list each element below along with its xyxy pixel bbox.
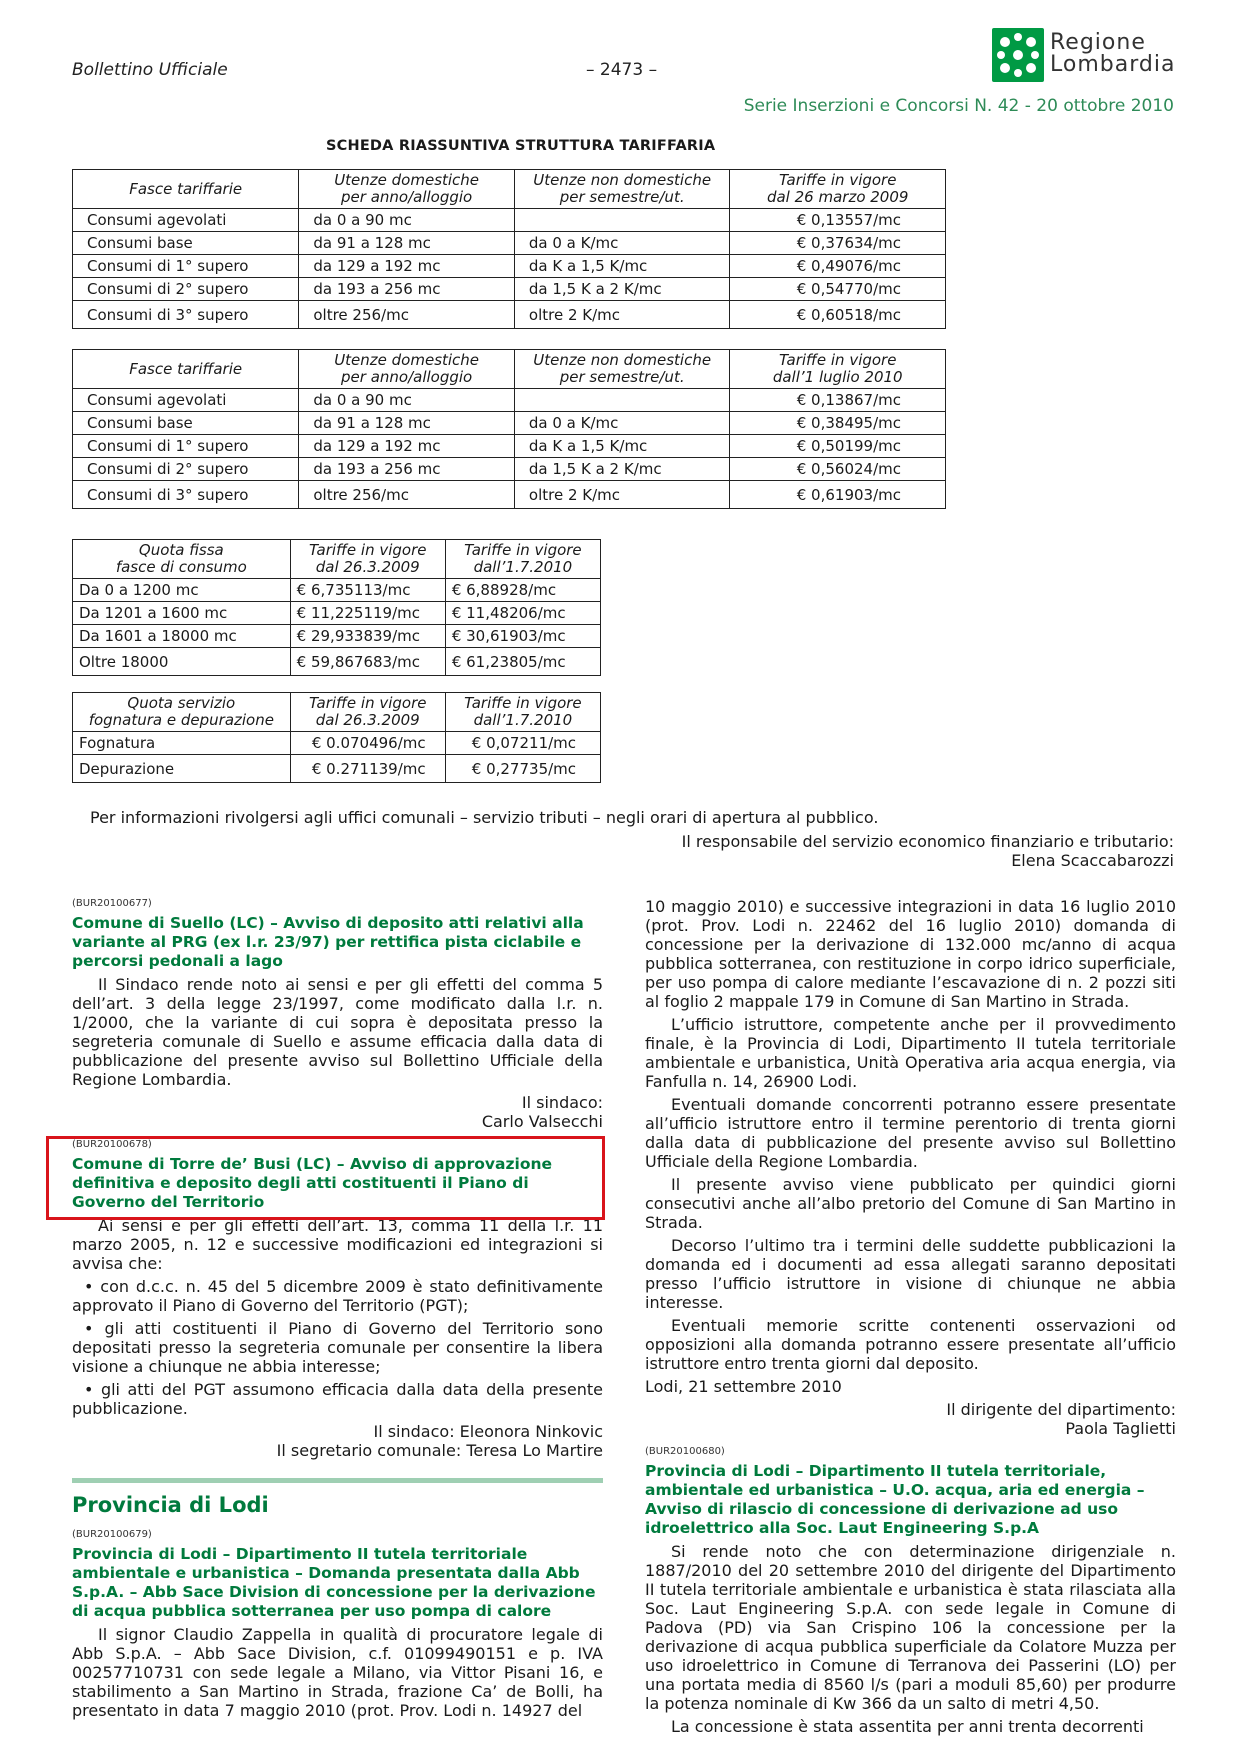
sewage-service-table xyxy=(72,692,601,783)
table-cell: Oltre 18000 xyxy=(73,648,291,676)
table-cell: € 0,37634/mc xyxy=(730,232,946,255)
notice-body: Eventuali memorie scritte contenenti osservazioni od opposizioni alla domanda potranno essere presentate all’ufficio istruttore entro trenta giorni dal deposito. xyxy=(645,1316,1176,1373)
table-cell: da 1,5 K a 2 K/mc xyxy=(514,458,730,481)
notice-code: (BUR20100679) xyxy=(72,1529,152,1540)
table-cell: da K a 1,5 K/mc xyxy=(514,255,730,278)
table-cell xyxy=(514,389,730,412)
logo-wordmark xyxy=(1050,32,1175,76)
table-cell: € 0,38495/mc xyxy=(730,412,946,435)
table-cell: € 0,13557/mc xyxy=(730,209,946,232)
table-cell: € 0,50199/mc xyxy=(730,435,946,458)
list-item: • gli atti costituenti il Piano di Governo del Territorio sono depositati presso la segreteria comunale per consentire la libera visione a chiunque ne abbia interesse; xyxy=(72,1319,603,1376)
right-column xyxy=(645,897,1176,1740)
table-row xyxy=(73,579,601,602)
table-cell: € 0.070496/mc xyxy=(290,732,445,755)
table-cell: Consumi agevolati xyxy=(73,209,299,232)
notice-code: (BUR20100677) xyxy=(72,898,152,909)
signature-role: Il dirigente del dipartimento: xyxy=(946,1400,1176,1419)
signature-secretary: Il segretario comunale: Teresa Lo Martire xyxy=(276,1441,603,1460)
table-cell: oltre 2 K/mc xyxy=(514,301,730,329)
table-header-cell: Quota fissa fasce di consumo xyxy=(73,540,291,579)
signature-name: Carlo Valsecchi xyxy=(481,1112,603,1131)
table-cell: da 91 a 128 mc xyxy=(299,232,515,255)
bulletin-name: Bollettino Ufficiale xyxy=(72,60,228,80)
table-cell xyxy=(514,209,730,232)
left-column xyxy=(72,898,603,1724)
table-cell: Da 1601 a 18000 mc xyxy=(73,625,291,648)
table-cell: oltre 256/mc xyxy=(299,481,515,509)
table-cell: da K a 1,5 K/mc xyxy=(514,435,730,458)
table-cell: da 1,5 K a 2 K/mc xyxy=(514,278,730,301)
notice-body: 10 maggio 2010) e successive integrazioni in data 16 luglio 2010 (prot. Prov. Lodi n. 22462 del 16 luglio 2010) domanda di concessione per la derivazione di 132.000 mc/anno di acqua pubblica sotterranea, con restituzione in corpo idrico superficiale, per uso pompa di calore mediante l’escavazione di n. 2 pozzi siti al foglio 2 mappale 179 in Comune di San Martino in Strada. xyxy=(645,897,1176,1011)
table-cell: da 0 a 90 mc xyxy=(299,209,515,232)
table-header-cell: Utenze non domestiche per semestre/ut. xyxy=(514,350,730,389)
highlight-box xyxy=(46,1136,605,1220)
notice-body: Il signor Claudio Zappella in qualità di procuratore legale di Abb S.p.A. – Abb Sace Division, c.f. 01099490151 e p. IVA 00257710731 con sede legale a Milano, via Vittor Pisani 16, e stabilimento a San Martino in Strada, frazione Ca’ de Bolli, ha presentato in data 7 maggio 2010 (prot. Prov. Lodi n. 14927 del xyxy=(72,1625,603,1720)
table-cell: € 11,225119/mc xyxy=(290,602,445,625)
table-cell: € 0,13867/mc xyxy=(730,389,946,412)
table-cell: Consumi di 1° supero xyxy=(73,435,299,458)
table-header-cell: Utenze domestiche per anno/alloggio xyxy=(299,350,515,389)
table-header-cell: Tariffe in vigore dal 26.3.2009 xyxy=(290,540,445,579)
notice-body: Ai sensi e per gli effetti dell’art. 13, comma 11 della l.r. 11 marzo 2005, n. 12 e successive modificazioni ed integrazioni si avvisa che: xyxy=(72,1216,603,1273)
table-cell: € 0,07211/mc xyxy=(445,732,600,755)
table-row xyxy=(73,481,946,509)
logo-line-2: Lombardia xyxy=(1050,52,1176,77)
table-cell: da 0 a K/mc xyxy=(514,232,730,255)
rose-camuna-icon xyxy=(992,28,1044,82)
table-cell: Consumi agevolati xyxy=(73,389,299,412)
table-cell: Consumi di 3° supero xyxy=(73,481,299,509)
table-row xyxy=(73,232,946,255)
table-cell: € 59,867683/mc xyxy=(290,648,445,676)
table-cell: Consumi di 2° supero xyxy=(73,278,299,301)
table-row xyxy=(73,435,946,458)
responsible-name: Elena Scaccabarozzi xyxy=(1011,851,1174,870)
table-cell: Consumi di 3° supero xyxy=(73,301,299,329)
table-cell: Fognatura xyxy=(73,732,291,755)
table-cell: da 0 a K/mc xyxy=(514,412,730,435)
list-item: • gli atti del PGT assumono efficacia dalla data della presente pubblicazione. xyxy=(72,1380,603,1418)
notice-body: L’ufficio istruttore, competente anche per il provvedimento finale, è la Provincia di Lodi, Dipartimento II tutela territoriale ambientale e urbanistica, Unità Operativa aria acqua energia, via Fanfulla n. 14, 26900 Lodi. xyxy=(645,1015,1176,1091)
table-row xyxy=(73,255,946,278)
table-cell: Da 1201 a 1600 mc xyxy=(73,602,291,625)
table-row xyxy=(73,602,601,625)
table-cell: da 0 a 90 mc xyxy=(299,389,515,412)
table-cell: € 0,49076/mc xyxy=(730,255,946,278)
notice-body: La concessione è stata assentita per anni trenta decorrenti xyxy=(671,1717,1144,1736)
table-row xyxy=(73,389,946,412)
table-cell: € 6,88928/mc xyxy=(445,579,600,602)
notice-code: (BUR20100678) xyxy=(72,1139,152,1150)
tariff-summary-title: SCHEDA RIASSUNTIVA STRUTTURA TARIFFARIA xyxy=(326,138,716,154)
page-number: – 2473 – xyxy=(586,60,658,80)
table-cell: € 11,48206/mc xyxy=(445,602,600,625)
notice-title: Comune di Suello (LC) – Avviso di deposito atti relativi alla variante al PRG (ex l.r. 23/97) per rettifica pista ciclabile e percorsi pedonali a lago xyxy=(72,914,584,970)
series-info: Serie Inserzioni e Concorsi N. 42 - 20 ottobre 2010 xyxy=(743,96,1174,116)
table-row xyxy=(73,755,601,783)
notice-title: Provincia di Lodi – Dipartimento II tutela territoriale ambientale e urbanistica – Domanda presentata dalla Abb S.p.A. – Abb Sace Division di concessione per la derivazione di acqua pubblica sotterranea per uso pompa di calore xyxy=(72,1545,596,1620)
table-cell: Consumi base xyxy=(73,412,299,435)
info-text: Per informazioni rivolgersi agli uffici comunali – servizio tributi – negli orari di apertura al pubblico. xyxy=(90,808,879,827)
responsible-role: Il responsabile del servizio economico finanziario e tributario: xyxy=(681,832,1174,851)
fixed-quota-table xyxy=(72,539,601,676)
table-row xyxy=(73,458,946,481)
notice-code: (BUR20100680) xyxy=(645,1446,725,1457)
table-row xyxy=(73,209,946,232)
table-header-cell: Tariffe in vigore dall’1 luglio 2010 xyxy=(730,350,946,389)
table-header-cell: Tariffe in vigore dall’1.7.2010 xyxy=(445,540,600,579)
table-header-cell: Utenze domestiche per anno/alloggio xyxy=(299,170,515,209)
section-title: Provincia di Lodi xyxy=(72,1493,269,1517)
signature-mayor: Il sindaco: Eleonora Ninkovic xyxy=(373,1422,603,1441)
regione-lombardia-logo xyxy=(992,28,1176,82)
table-cell: da 129 a 192 mc xyxy=(299,255,515,278)
table-cell: da 193 a 256 mc xyxy=(299,458,515,481)
table-cell: € 0,27735/mc xyxy=(445,755,600,783)
responsible-signature xyxy=(682,832,1174,870)
table-cell: Depurazione xyxy=(73,755,291,783)
table-cell: € 61,23805/mc xyxy=(445,648,600,676)
table-cell: € 0.271139/mc xyxy=(290,755,445,783)
table-cell: Consumi di 2° supero xyxy=(73,458,299,481)
notice-date: Lodi, 21 settembre 2010 xyxy=(645,1377,842,1396)
notice-body: Il Sindaco rende noto ai sensi e per gli effetti del comma 5 dell’art. 3 della legge 23/1997, come modificato dalla l.r. n. 1/2000, che la variante di cui sopra è depositata presso la segreteria comunale di Suello e assume efficacia dalla data di pubblicazione del presente avviso sul Bollettino Ufficiale della Regione Lombardia. xyxy=(72,975,603,1089)
table-cell: € 0,56024/mc xyxy=(730,458,946,481)
table-row xyxy=(73,732,601,755)
logo-line-1: Regione xyxy=(1050,30,1146,55)
table-header-cell: Quota servizio fognatura e depurazione xyxy=(73,693,291,732)
table-header-cell: Fasce tariffarie xyxy=(73,350,299,389)
notice-body: Eventuali domande concorrenti potranno essere presentate all’ufficio istruttore entro il termine perentorio di trenta giorni dalla data di pubblicazione del presente avviso sul Bollettino Ufficiale della Regione Lombardia. xyxy=(645,1095,1176,1171)
table-header-cell: Tariffe in vigore dal 26 marzo 2009 xyxy=(730,170,946,209)
signature-name: Paola Taglietti xyxy=(1065,1419,1176,1438)
table-header-cell: Fasce tariffarie xyxy=(73,170,299,209)
table-cell: oltre 2 K/mc xyxy=(514,481,730,509)
table-cell: € 6,735113/mc xyxy=(290,579,445,602)
table-cell: € 0,54770/mc xyxy=(730,278,946,301)
table-cell: € 29,933839/mc xyxy=(290,625,445,648)
table-header-cell: Tariffe in vigore dal 26.3.2009 xyxy=(290,693,445,732)
table-header-cell: Utenze non domestiche per semestre/ut. xyxy=(514,170,730,209)
table-row xyxy=(73,278,946,301)
table-cell: Consumi base xyxy=(73,232,299,255)
table-cell: € 30,61903/mc xyxy=(445,625,600,648)
table-row xyxy=(73,625,601,648)
list-item: • con d.c.c. n. 45 del 5 dicembre 2009 è stato definitivamente approvato il Piano di Governo del Territorio (PGT); xyxy=(72,1277,603,1315)
table-row xyxy=(73,301,946,329)
notice-body: Il presente avviso viene pubblicato per quindici giorni consecutivi anche all’albo pretorio del Comune di San Martino in Strada. xyxy=(645,1175,1176,1232)
table-row xyxy=(73,648,601,676)
table-cell: da 91 a 128 mc xyxy=(299,412,515,435)
table-cell: da 193 a 256 mc xyxy=(299,278,515,301)
table-row xyxy=(73,412,946,435)
notice-title: Provincia di Lodi – Dipartimento II tutela territoriale, ambientale ed urbanistica – U.O. acqua, aria ed energia – Avviso di rilascio di concessione di derivazione ad uso idroelettrico alla Soc. Laut Engineering S.p.A xyxy=(645,1462,1145,1537)
notice-body: Si rende noto che con determinazione dirigenziale n. 1887/2010 del 20 settembre 2010 del dirigente del Dipartimento II tutela territoriale ambientale e urbanistica è stata rilasciata alla Soc. Laut Engineering S.p.A. con sede legale in Comune di Padova (PD) via San Crispino 106 la concessione per la derivazione di acqua pubblica superficiale da Colatore Muzza per uso idroelettrico in Comune di Terranova dei Passerini (LO) per una portata media di 8560 l/s (pari a moduli 85,60) per produrre la potenza nominale di Kw 366 da un salto di metri 4,50. xyxy=(645,1542,1176,1713)
table-cell: € 0,61903/mc xyxy=(730,481,946,509)
table-header-cell: Tariffe in vigore dall’1.7.2010 xyxy=(445,693,600,732)
signature-role: Il sindaco: xyxy=(521,1093,603,1112)
table-cell: Consumi di 1° supero xyxy=(73,255,299,278)
table-cell: Da 0 a 1200 mc xyxy=(73,579,291,602)
tariff-table-2010 xyxy=(72,349,946,509)
tariff-table-2009 xyxy=(72,169,946,329)
table-cell: € 0,60518/mc xyxy=(730,301,946,329)
section-divider xyxy=(72,1478,603,1483)
notice-body: Decorso l’ultimo tra i termini delle suddette pubblicazioni la domanda ed i documenti ad essa allegati saranno depositati presso l’ufficio istruttore in visione di chiunque ne abbia interesse. xyxy=(645,1236,1176,1312)
table-cell: oltre 256/mc xyxy=(299,301,515,329)
table-cell: da 129 a 192 mc xyxy=(299,435,515,458)
notice-title: Comune di Torre de’ Busi (LC) – Avviso di approvazione definitiva e deposito degli atti costituenti il Piano di Governo del Territorio xyxy=(72,1155,553,1211)
